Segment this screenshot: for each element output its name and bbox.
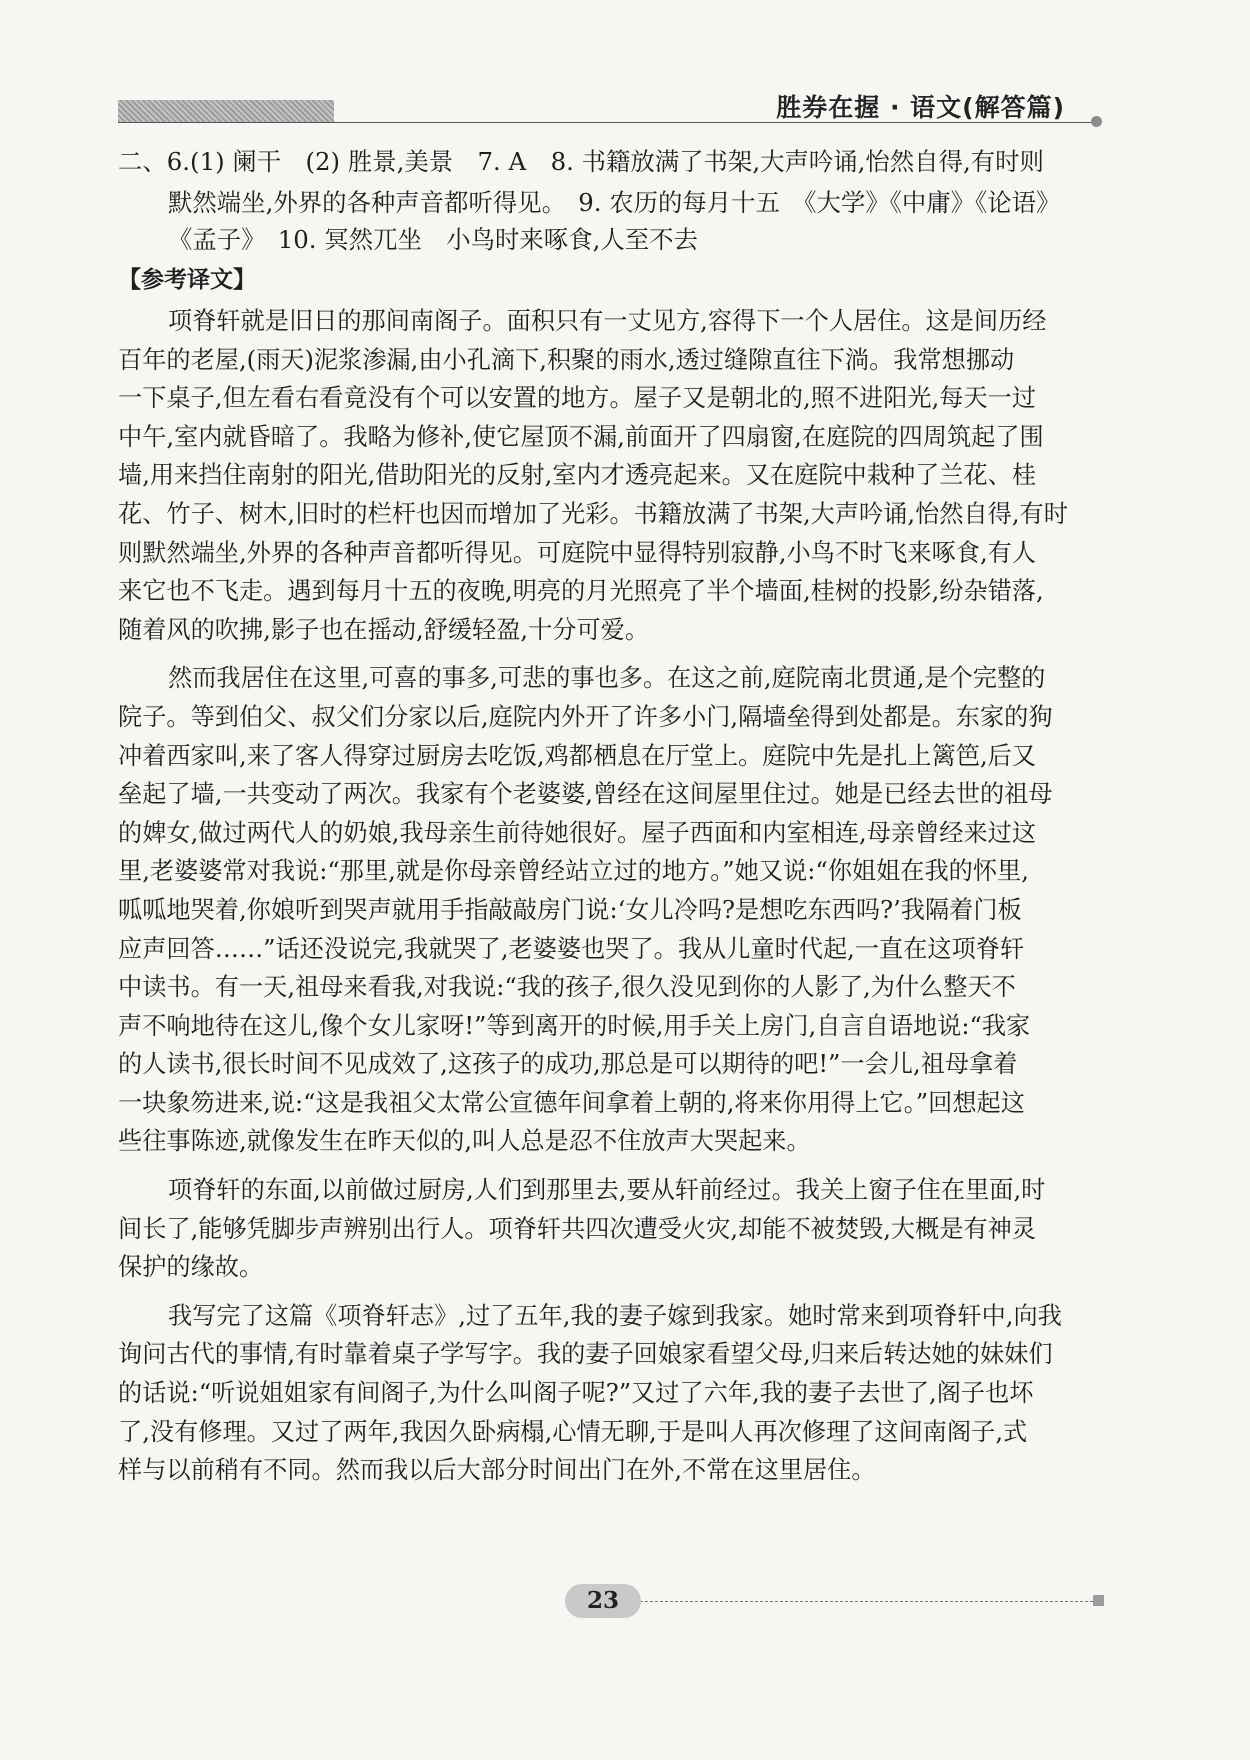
- header-rule: [118, 122, 1098, 123]
- header-band: [118, 100, 334, 122]
- text-line: 随着风的吹拂,影子也在摇动,舒缓轻盈,十分可爱。: [118, 615, 650, 644]
- reference-translation-label: 【参考译文】: [118, 267, 256, 293]
- header-dot: [1091, 116, 1102, 127]
- text-line: 声不响地待在这儿,像个女儿家呀!”等到离开的时候,用手关上房门,自言自语地说:“我家: [118, 1011, 1031, 1040]
- text-line: 百年的老屋,(雨天)泥浆渗漏,由小孔滴下,积聚的雨水,透过缝隙直往下淌。我常想挪动: [118, 345, 1015, 374]
- text-line: 冲着西家叫,来了客人得穿过厨房去吃饭,鸡都栖息在厅堂上。庭院中先是扎上篱笆,后又: [118, 741, 1037, 770]
- text-line: 中午,室内就昏暗了。我略为修补,使它屋顶不漏,前面开了四扇窗,在庭院的四周筑起了围: [118, 422, 1044, 451]
- answer-line: 默然端坐,外界的各种声音都听得见。 9. 农历的每月十五 《大学》《中庸》《论语》: [168, 188, 1061, 217]
- text-line: 中读书。有一天,祖母来看我,对我说:“我的孩子,很久没见到你的人影了,为什么整天不: [118, 973, 1016, 1002]
- text-line: 垒起了墙,一共变动了两次。我家有个老婆婆,曾经在这间屋里住过。她是已经去世的祖母: [118, 780, 1053, 809]
- answer-line: 二、6.(1) 阑干 (2) 胜景,美景 7. A 8. 书籍放满了书架,大声吟诵,怡然自得,有时则: [118, 147, 1044, 176]
- translation-paragraph: [118, 1297, 1093, 1490]
- text-line: 墙,用来挡住南射的阳光,借助阳光的反射,室内才透亮起来。又在庭院中栽种了兰花、桂: [118, 461, 1037, 490]
- text-line: 样与以前稍有不同。然而我以后大部分时间出门在外,不常在这里居住。: [118, 1456, 876, 1485]
- translation-block: [118, 302, 1093, 1490]
- page-number: 23: [565, 1584, 641, 1618]
- text-line: 则默然端坐,外界的各种声音都听得见。可庭院中显得特别寂静,小鸟不时飞来啄食,有人: [118, 538, 1037, 567]
- text-line: 一块象笏进来,说:“这是我祖父太常公宣德年间拿着上朝的,将来你用得上它。”回想起这: [118, 1088, 1025, 1117]
- answer-block: [118, 140, 1093, 258]
- text-line: 的人读书,很长时间不见成效了,这孩子的成功,那总是可以期待的吧!”一会儿,祖母拿着: [118, 1050, 1018, 1079]
- footer-dot: [1093, 1595, 1104, 1606]
- text-line: 我写完了这篇《项脊轩志》,过了五年,我的妻子嫁到我家。她时常来到项脊轩中,向我: [168, 1301, 1062, 1330]
- text-line: 的婢女,做过两代人的奶娘,我母亲生前待她很好。屋子西面和内室相连,母亲曾经来过这: [118, 818, 1037, 847]
- text-line: 项脊轩的东面,以前做过厨房,人们到那里去,要从轩前经过。我关上窗子住在里面,时: [168, 1176, 1046, 1205]
- translation-paragraph: [118, 1171, 1093, 1287]
- text-line: 应声回答……”话还没说完,我就哭了,老婆婆也哭了。我从儿童时代起,一直在这项脊轩: [118, 934, 1025, 963]
- text-line: 项脊轩就是旧日的那间南阁子。面积只有一丈见方,容得下一个人居住。这是间历经: [168, 307, 1047, 335]
- text-line: 一下桌子,但左看右看竟没有个可以安置的地方。屋子又是朝北的,照不进阳光,每天一过: [118, 384, 1037, 413]
- text-line: 些往事陈迹,就像发生在昨天似的,叫人总是忍不住放声大哭起来。: [118, 1127, 811, 1156]
- translation-paragraph: [118, 302, 1093, 649]
- text-line: 询问古代的事情,有时靠着桌子学写字。我的妻子回娘家看望父母,归来后转达她的妹妹们: [118, 1340, 1053, 1369]
- text-line: 呱呱地哭着,你娘听到哭声就用手指敲敲房门说:‘女儿冷吗?是想吃东西吗?’我隔着门板: [118, 895, 1022, 924]
- text-line: 里,老婆婆常对我说:“那里,就是你母亲曾经站立过的地方。”她又说:“你姐姐在我的怀里,: [118, 857, 1029, 886]
- header-title: 胜券在握 · 语文(解答篇): [776, 93, 1065, 122]
- answer-line: 《孟子》 10. 冥然兀坐 小鸟时来啄食,人至不去: [168, 225, 698, 254]
- text-line: 花、竹子、树木,旧时的栏杆也因而增加了光彩。书籍放满了书架,大声吟诵,怡然自得,有时: [118, 499, 1068, 528]
- page-content: [118, 140, 1093, 1490]
- text-line: 的话说:“听说姐姐家有间阁子,为什么叫阁子呢?”又过了六年,我的妻子去世了,阁子也坏: [118, 1379, 1034, 1408]
- text-line: 院子。等到伯父、叔父们分家以后,庭院内外开了许多小门,隔墙垒得到处都是。东家的狗: [118, 702, 1053, 731]
- text-line: 然而我居住在这里,可喜的事多,可悲的事也多。在这之前,庭院南北贯通,是个完整的: [168, 664, 1046, 693]
- footer-rule: [640, 1601, 1098, 1602]
- text-line: 间长了,能够凭脚步声辨别出行人。项脊轩共四次遭受火灾,却能不被焚毁,大概是有神灵: [118, 1214, 1037, 1243]
- text-line: 保护的缘故。: [118, 1253, 264, 1282]
- text-line: 来它也不飞走。遇到每月十五的夜晚,明亮的月光照亮了半个墙面,桂树的投影,纷杂错落,: [118, 577, 1044, 606]
- text-line: 了,没有修理。又过了两年,我因久卧病榻,心情无聊,于是叫人再次修理了这间南阁子,式: [118, 1417, 1028, 1446]
- translation-paragraph: [118, 659, 1093, 1161]
